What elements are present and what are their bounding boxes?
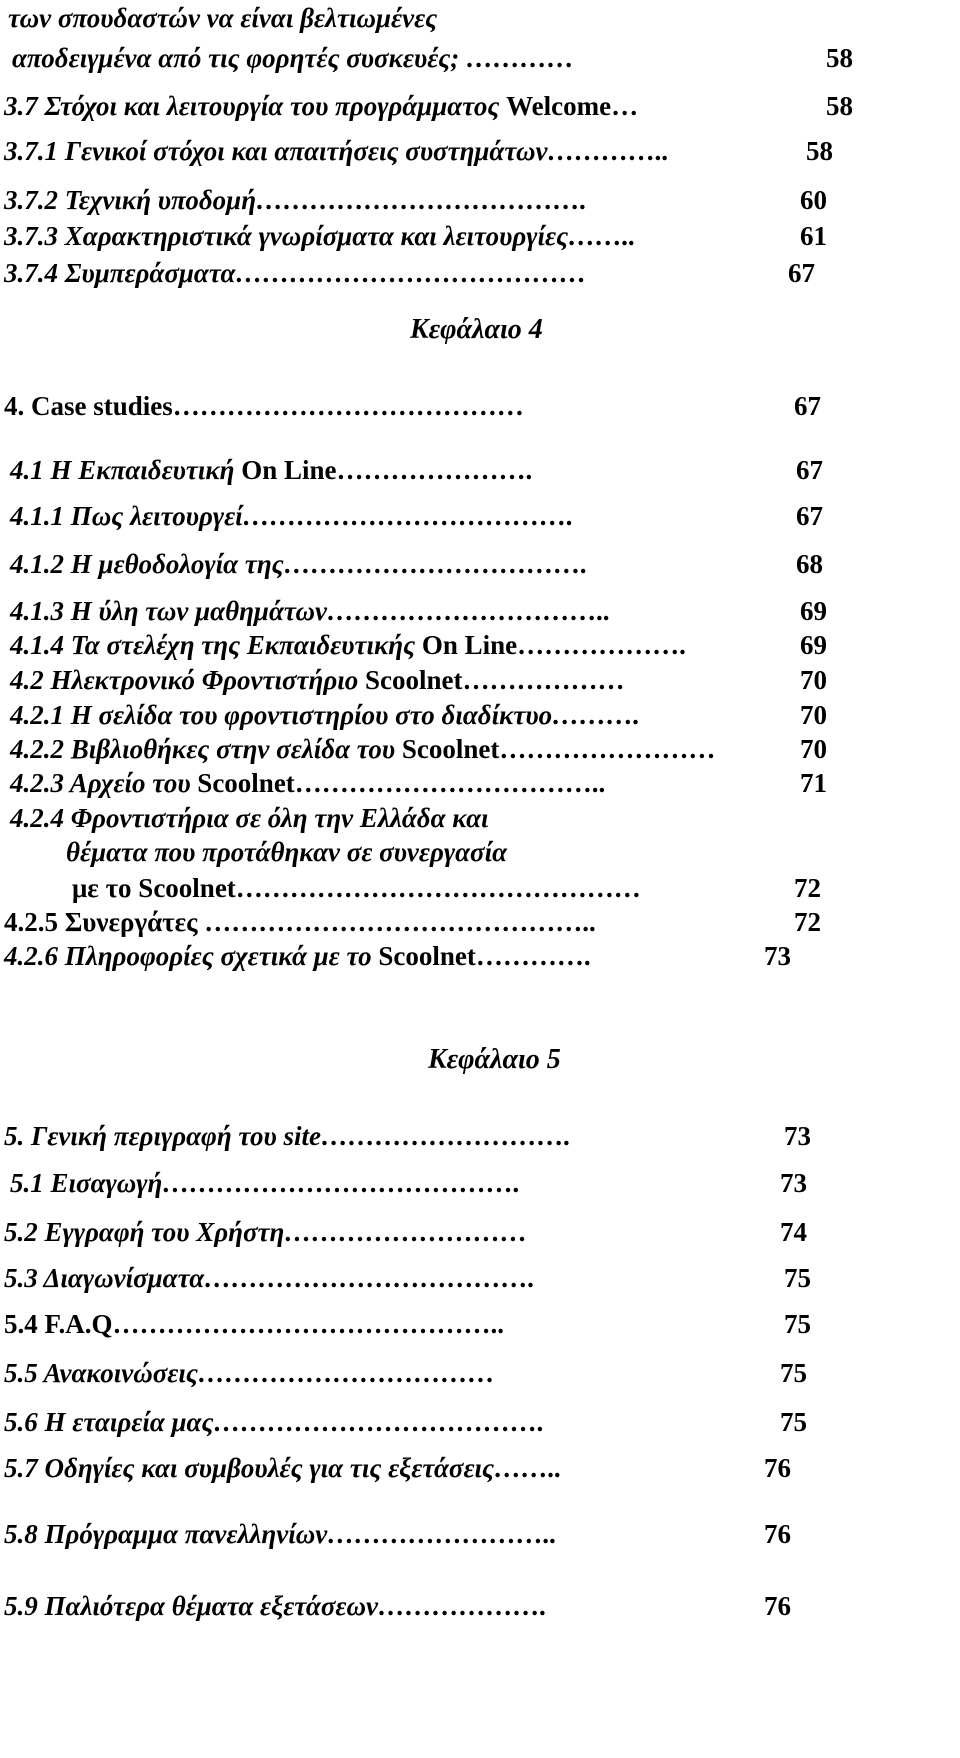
toc-title: 4.2.3 Αρχείο του — [10, 768, 198, 798]
toc-title: 3.7.4 Συμπεράσματα — [4, 258, 236, 288]
toc-dots: …………………… — [499, 734, 716, 764]
chapter-4-heading: Κεφάλαιο 4 — [410, 314, 543, 345]
chapter-5-heading: Κεφάλαιο 5 — [428, 1044, 561, 1075]
toc-line-18 — [66, 834, 507, 870]
toc-page-9: 67 — [796, 501, 823, 531]
toc-line-9 — [10, 498, 573, 534]
toc-line-30 — [4, 1516, 557, 1552]
toc-title: 4.1.1 Πως λειτουργεί — [10, 501, 243, 531]
toc-dots: ……………… — [462, 665, 625, 695]
toc-line-27 — [4, 1355, 495, 1391]
toc-title: 4.1.2 Η μεθοδολογία της — [10, 549, 284, 579]
toc-dots: ………………………………… — [235, 258, 587, 288]
toc-line-31 — [4, 1588, 547, 1624]
toc-title: 3.7.2 Τεχνική υποδομή — [4, 185, 257, 215]
toc-dots: ………………. — [377, 1591, 547, 1621]
toc-dots: …………. — [475, 941, 591, 971]
toc-page-16: 71 — [800, 768, 827, 798]
toc-dots: ………………………………. — [256, 185, 587, 215]
toc-title: με το — [72, 873, 139, 903]
toc-line-2 — [4, 88, 638, 124]
toc-page-8: 67 — [796, 455, 823, 485]
toc-page-21: 73 — [764, 941, 791, 971]
toc-title-latin: On Line — [421, 630, 518, 660]
toc-title-latin: Scoolnet — [378, 941, 476, 971]
toc-page-11: 69 — [800, 596, 827, 626]
toc-title: 5.2 Εγγραφή του Χρήστη — [4, 1217, 285, 1247]
toc-page-6: 67 — [788, 258, 815, 288]
toc-dots: ………………. — [517, 630, 686, 660]
toc-title: 4.1.3 Η ύλη των μαθημάτων — [10, 596, 327, 626]
toc-page-3: 58 — [806, 136, 833, 166]
toc-dots: …………………….. — [327, 1519, 557, 1549]
toc-line-7 — [4, 388, 524, 424]
toc-page-20: 72 — [794, 907, 821, 937]
toc-line-0 — [8, 0, 437, 36]
toc-page-12: 69 — [800, 630, 827, 660]
toc-dots: ………. — [552, 700, 640, 730]
toc-line-16 — [10, 765, 605, 801]
toc-line-15 — [10, 731, 715, 767]
toc-dots: ……………………… — [284, 1217, 528, 1247]
toc-title: 5.5 Ανακοινώσεις — [4, 1358, 198, 1388]
toc-line-6 — [4, 255, 586, 291]
toc-dots: ……………………………. — [283, 549, 588, 579]
toc-page-23: 73 — [780, 1168, 807, 1198]
toc-page-30: 76 — [764, 1519, 791, 1549]
toc-title: 5.3 Διαγωνίσματα — [4, 1263, 205, 1293]
toc-dots: ………… — [466, 43, 575, 73]
toc-title: 5.6 Η εταιρεία μας — [4, 1407, 214, 1437]
toc-line-17 — [10, 800, 489, 836]
toc-dots: …………………………………. — [162, 1168, 521, 1198]
toc-line-1 — [12, 40, 574, 76]
toc-line-12 — [10, 627, 686, 663]
toc-line-14 — [10, 697, 640, 733]
toc-dots: ……………………………………… — [235, 873, 641, 903]
toc-line-22 — [4, 1118, 571, 1154]
toc-line-29 — [4, 1450, 562, 1486]
toc-title: των σπουδαστών να είναι βελτιωμένες — [8, 3, 438, 33]
toc-title: 4.2.4 Φροντιστήρια σε όλη την Ελλάδα και — [10, 803, 489, 833]
toc-title-latin: Welcome — [506, 91, 612, 121]
toc-page-24: 74 — [780, 1217, 807, 1247]
toc-line-13 — [10, 662, 624, 698]
toc-title: 3.7.1 Γενικοί στόχοι και απαιτήσεις συστημάτων — [4, 136, 548, 166]
toc-dots: ………………………….. — [327, 596, 611, 626]
toc-title: 4.1.4 Τα στελέχη της Εκπαιδευτικής — [10, 630, 422, 660]
toc-page-26: 75 — [784, 1309, 811, 1339]
toc-title-latin: Scoolnet — [197, 768, 295, 798]
toc-page-1: 58 — [826, 43, 853, 73]
toc-title: 4.1 Η Εκπαιδευτική — [10, 455, 242, 485]
toc-page-13: 70 — [800, 665, 827, 695]
toc-title: 5. Γενική περιγραφή του site — [4, 1121, 321, 1151]
toc-line-3 — [4, 133, 669, 169]
toc-dots: ………….. — [547, 136, 669, 166]
toc-page-22: 73 — [784, 1121, 811, 1151]
toc-dots: ………………………………. — [204, 1263, 535, 1293]
toc-page-4: 60 — [800, 185, 827, 215]
toc-dots: ………………………………. — [213, 1407, 545, 1437]
toc-title: 4.2 Ηλεκτρονικό Φροντιστήριο — [10, 665, 365, 695]
toc-dots: ………………………. — [320, 1121, 571, 1151]
toc-title: θέματα που προτάθηκαν σε συνεργασία — [66, 837, 508, 867]
toc-title: 4.2.6 Πληροφορίες σχετικά με το — [4, 941, 379, 971]
toc-line-23 — [10, 1165, 520, 1201]
toc-title: 5.9 Παλιότερα θέματα εξετάσεων — [4, 1591, 378, 1621]
toc-line-24 — [4, 1214, 527, 1250]
toc-dots: …………………. — [336, 455, 533, 485]
toc-page-7: 67 — [794, 391, 821, 421]
toc-page-15: 70 — [800, 734, 827, 764]
toc-dots: ………………………………… — [172, 391, 524, 421]
toc-title: 3.7.3 Χαρακτηριστικά γνωρίσματα και λειτουργίες — [4, 221, 569, 251]
toc-title: 4.2.1 Η σελίδα του φροντιστηρίου στο διαδίκτυο — [10, 700, 553, 730]
toc-title: 4.2.2 Βιβλιοθήκες στην σελίδα του — [10, 734, 402, 764]
toc-dots: ………………………………. — [242, 501, 574, 531]
toc-line-4 — [4, 182, 587, 218]
toc-page-29: 76 — [764, 1453, 791, 1483]
toc-line-5 — [4, 218, 636, 254]
toc-line-28 — [4, 1404, 544, 1440]
toc-dots: …….. — [568, 221, 636, 251]
toc-page-31: 76 — [764, 1591, 791, 1621]
toc-dots: …………………………… — [197, 1358, 495, 1388]
toc-title: 5.8 Πρόγραμμα πανελληνίων — [4, 1519, 328, 1549]
toc-page-5: 61 — [800, 221, 827, 251]
toc-dots: …………………………….. — [294, 768, 606, 798]
toc-line-10 — [10, 546, 587, 582]
toc-title: 4.2.5 Συνεργάτες — [4, 907, 205, 937]
toc-line-19 — [72, 870, 641, 906]
toc-dots: …….. — [494, 1453, 562, 1483]
toc-title: 5.7 Οδηγίες και συμβουλές για τις εξετάσεις — [4, 1453, 495, 1483]
toc-line-26 — [4, 1306, 504, 1342]
toc-title: 4. Case studies — [4, 391, 173, 421]
toc-page-10: 68 — [796, 549, 823, 579]
toc-page-19: 72 — [794, 873, 821, 903]
toc-title: αποδειγμένα από τις φορητές συσκευές; — [12, 43, 467, 73]
toc-title-latin: Scoolnet — [138, 873, 236, 903]
toc-page-28: 75 — [780, 1407, 807, 1437]
toc-line-8 — [10, 452, 532, 488]
toc-page-27: 75 — [780, 1358, 807, 1388]
toc-title-latin: Scoolnet — [401, 734, 500, 764]
toc-dots: … — [611, 91, 639, 121]
toc-page-2: 58 — [826, 91, 853, 121]
toc-dots: …………………………………….. — [112, 1309, 505, 1339]
toc-line-25 — [4, 1260, 535, 1296]
toc-line-11 — [10, 593, 611, 629]
toc-page-14: 70 — [800, 700, 827, 730]
toc-title-latin: Scoolnet — [364, 665, 463, 695]
toc-title-latin: On Line — [241, 455, 337, 485]
toc-line-20 — [4, 904, 596, 940]
toc-title: 5.4 F.A.Q — [4, 1309, 113, 1339]
toc-line-21 — [4, 938, 591, 974]
toc-title: 3.7 Στόχοι και λειτουργία του προγράμματος — [4, 91, 507, 121]
toc-dots: …………………………………….. — [204, 907, 596, 937]
toc-title: 5.1 Εισαγωγή — [10, 1168, 163, 1198]
toc-page-25: 75 — [784, 1263, 811, 1293]
